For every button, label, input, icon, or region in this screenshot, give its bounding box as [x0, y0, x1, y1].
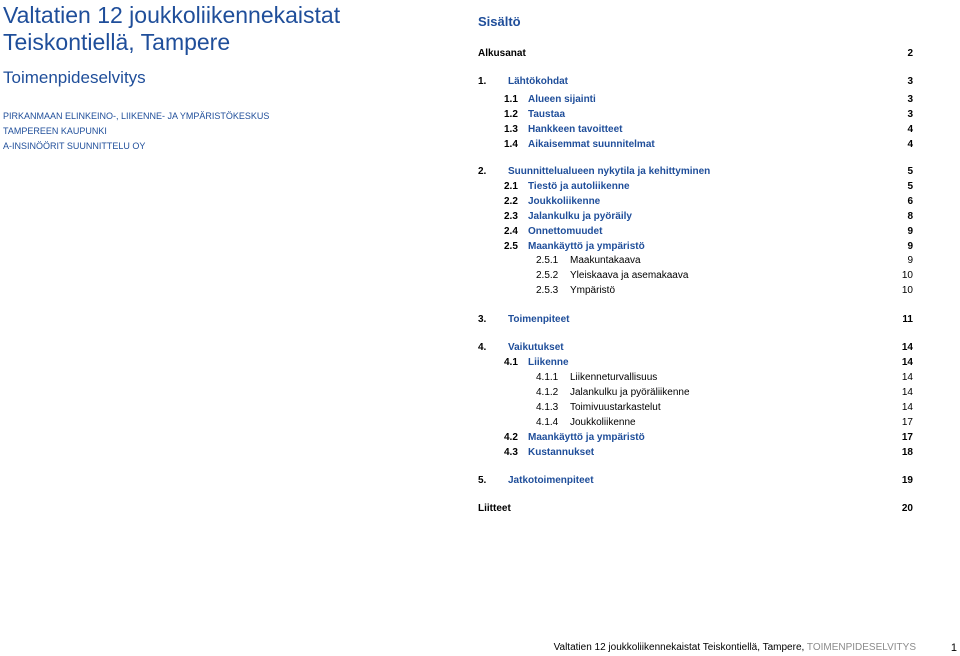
toc-entry-label: Jalankulku ja pyöräliikenne	[570, 387, 690, 398]
toc-entry[interactable]	[478, 180, 913, 194]
toc-entry-label: Liikenne	[528, 357, 569, 368]
toc-entry-page: 4	[907, 124, 913, 135]
toc-entry-page: 17	[901, 432, 913, 443]
cover-block	[3, 0, 423, 154]
toc-entry-number: 1.1	[504, 94, 518, 105]
toc-entry-label: Yleiskaava ja asemakaava	[570, 270, 689, 281]
toc-entry-page: 18	[901, 447, 913, 458]
document-subtitle: Toimenpideselvitys	[3, 68, 146, 87]
toc-entry[interactable]	[478, 195, 913, 209]
toc-entry-number: 1.4	[504, 139, 518, 150]
toc-entry-page: 20	[901, 503, 913, 514]
toc-entry-number: 2.2	[504, 196, 518, 207]
toc-entry[interactable]	[478, 386, 913, 400]
toc-entry-page: 14	[901, 387, 913, 398]
toc-entry-page: 9	[907, 255, 913, 266]
toc-entry[interactable]	[478, 93, 913, 107]
toc-heading: Sisältö	[478, 14, 521, 29]
toc-entry-page: 14	[901, 402, 913, 413]
toc-entry-label: Ympäristö	[570, 285, 616, 296]
toc-entry-label: Maankäyttö ja ympäristö	[528, 241, 645, 252]
toc-entry-label: Suunnittelualueen nykytila ja kehittyminen	[508, 166, 711, 177]
toc-entry-page: 5	[907, 166, 913, 177]
toc-entry-label: Jatkotoimenpiteet	[508, 475, 594, 486]
toc-entry[interactable]	[478, 123, 913, 137]
toc-entry-label: Onnettomuudet	[528, 226, 603, 237]
toc-entry-label: Alueen sijainti	[528, 94, 596, 105]
toc-entry-label: Lähtökohdat	[508, 76, 568, 87]
toc-entry-page: 9	[907, 241, 913, 252]
toc-entry-page: 2	[907, 48, 913, 59]
toc-entry-label: Joukkoliikenne	[570, 417, 636, 428]
toc-entry-label: Kustannukset	[528, 447, 595, 458]
toc-entry-page: 19	[901, 475, 913, 486]
toc-entry-label: Aikaisemmat suunnitelmat	[528, 139, 655, 150]
toc-entry[interactable]	[478, 502, 913, 516]
toc-entry[interactable]	[478, 240, 913, 254]
toc-entry-page: 10	[901, 285, 913, 296]
toc-entry-page: 6	[907, 196, 913, 207]
toc-entry-page: 17	[901, 417, 913, 428]
toc-entry-page: 5	[907, 181, 913, 192]
toc-entry-number: 4.1.4	[536, 417, 559, 428]
toc-entry-number: 1.2	[504, 109, 518, 120]
toc-entry-number: 5.	[478, 475, 487, 486]
toc-entry[interactable]	[478, 284, 913, 298]
toc-entry[interactable]	[478, 254, 913, 268]
footer-document-name: Valtatien 12 joukkoliikennekaistat Teiskontiellä, Tampere,	[553, 642, 805, 653]
toc-entry-number: 4.1.2	[536, 387, 559, 398]
toc-entry-number: 2.5.3	[536, 285, 559, 296]
toc-entry[interactable]	[478, 165, 913, 179]
toc-entry[interactable]	[478, 47, 913, 61]
toc-entry-page: 14	[901, 372, 913, 383]
toc-entry-number: 2.5.1	[536, 255, 559, 266]
toc-entry-label: Vaikutukset	[508, 342, 564, 353]
organization-1: PIRKANMAAN ELINKEINO-, LIIKENNE- JA YMPÄRISTÖKESKUS	[3, 111, 270, 121]
toc-entry[interactable]	[478, 313, 913, 327]
toc-entry-page: 3	[907, 94, 913, 105]
page-number: 1	[950, 642, 957, 654]
toc-entry[interactable]	[478, 416, 913, 430]
toc-entry-page: 11	[902, 314, 913, 325]
toc-entry-label: Maakuntakaava	[570, 255, 641, 266]
toc-entry-label: Jalankulku ja pyöräily	[528, 211, 632, 222]
toc-entry-number: 2.4	[504, 226, 518, 237]
footer-document-type: TOIMENPIDESELVITYS	[806, 642, 916, 653]
toc-entry-label: Alkusanat	[478, 48, 526, 59]
toc-entry-number: 2.1	[504, 181, 518, 192]
toc-entry-label: Hankkeen tavoitteet	[528, 124, 623, 135]
title-line-2: Teiskontiellä, Tampere	[3, 29, 231, 55]
toc-entry-number: 1.	[478, 76, 487, 87]
toc-entry-number: 2.3	[504, 211, 518, 222]
toc-entry-label: Taustaa	[528, 109, 566, 120]
toc-entry[interactable]	[478, 108, 913, 122]
organization-3: A-INSINÖÖRIT SUUNNITTELU OY	[3, 141, 146, 151]
toc-entry-number: 2.5.2	[536, 270, 559, 281]
toc-entry-page: 3	[907, 109, 913, 120]
toc-entry[interactable]	[478, 75, 913, 89]
toc-entry[interactable]	[478, 269, 913, 283]
toc-entry-label: Liitteet	[478, 503, 511, 514]
toc-entry-page: 10	[901, 270, 913, 281]
toc-entry-page: 14	[901, 357, 913, 368]
toc-entry-number: 4.1.1	[536, 372, 559, 383]
toc-entry-number: 3.	[478, 314, 487, 325]
toc-entry-label: Toimivuustarkastelut	[570, 402, 661, 413]
toc-entry-number: 2.	[478, 166, 487, 177]
toc-entry-number: 1.3	[504, 124, 518, 135]
toc-entry[interactable]	[478, 446, 913, 460]
toc-entry-page: 14	[901, 342, 913, 353]
toc-entry-label: Tiestö ja autoliikenne	[528, 181, 630, 192]
toc-entry-page: 9	[907, 226, 913, 237]
toc-entry[interactable]	[478, 401, 913, 415]
footer-title	[554, 642, 916, 653]
toc-entry-number: 4.	[478, 342, 487, 353]
toc-entry-page: 8	[907, 211, 913, 222]
toc-entry-page: 4	[907, 139, 913, 150]
toc-entry[interactable]	[478, 431, 913, 445]
toc-entry-number: 2.5	[504, 241, 518, 252]
toc-entry-number: 4.1.3	[536, 402, 559, 413]
toc-entry-label: Maankäyttö ja ympäristö	[528, 432, 645, 443]
toc-entry[interactable]	[478, 210, 913, 224]
toc-entry-number: 4.1	[504, 357, 518, 368]
document-title	[3, 2, 423, 56]
organizations-list	[3, 109, 423, 154]
toc-entry[interactable]	[478, 474, 913, 488]
toc-entry-number: 4.3	[504, 447, 518, 458]
title-line-1: Valtatien 12 joukkoliikennekaistat	[3, 2, 341, 28]
toc-entry[interactable]	[478, 138, 913, 152]
toc-entry-label: Joukkoliikenne	[528, 196, 601, 207]
toc-entry[interactable]	[478, 356, 913, 370]
toc-entry-label: Liikenneturvallisuus	[570, 372, 658, 383]
toc-entry[interactable]	[478, 371, 913, 385]
page-footer	[0, 642, 960, 656]
toc-entry-number: 4.2	[504, 432, 518, 443]
toc-entry-label: Toimenpiteet	[508, 314, 570, 325]
toc-entry[interactable]	[478, 341, 913, 355]
toc-entry-page: 3	[907, 76, 913, 87]
toc-entry[interactable]	[478, 225, 913, 239]
organization-2: TAMPEREEN KAUPUNKI	[3, 126, 107, 136]
